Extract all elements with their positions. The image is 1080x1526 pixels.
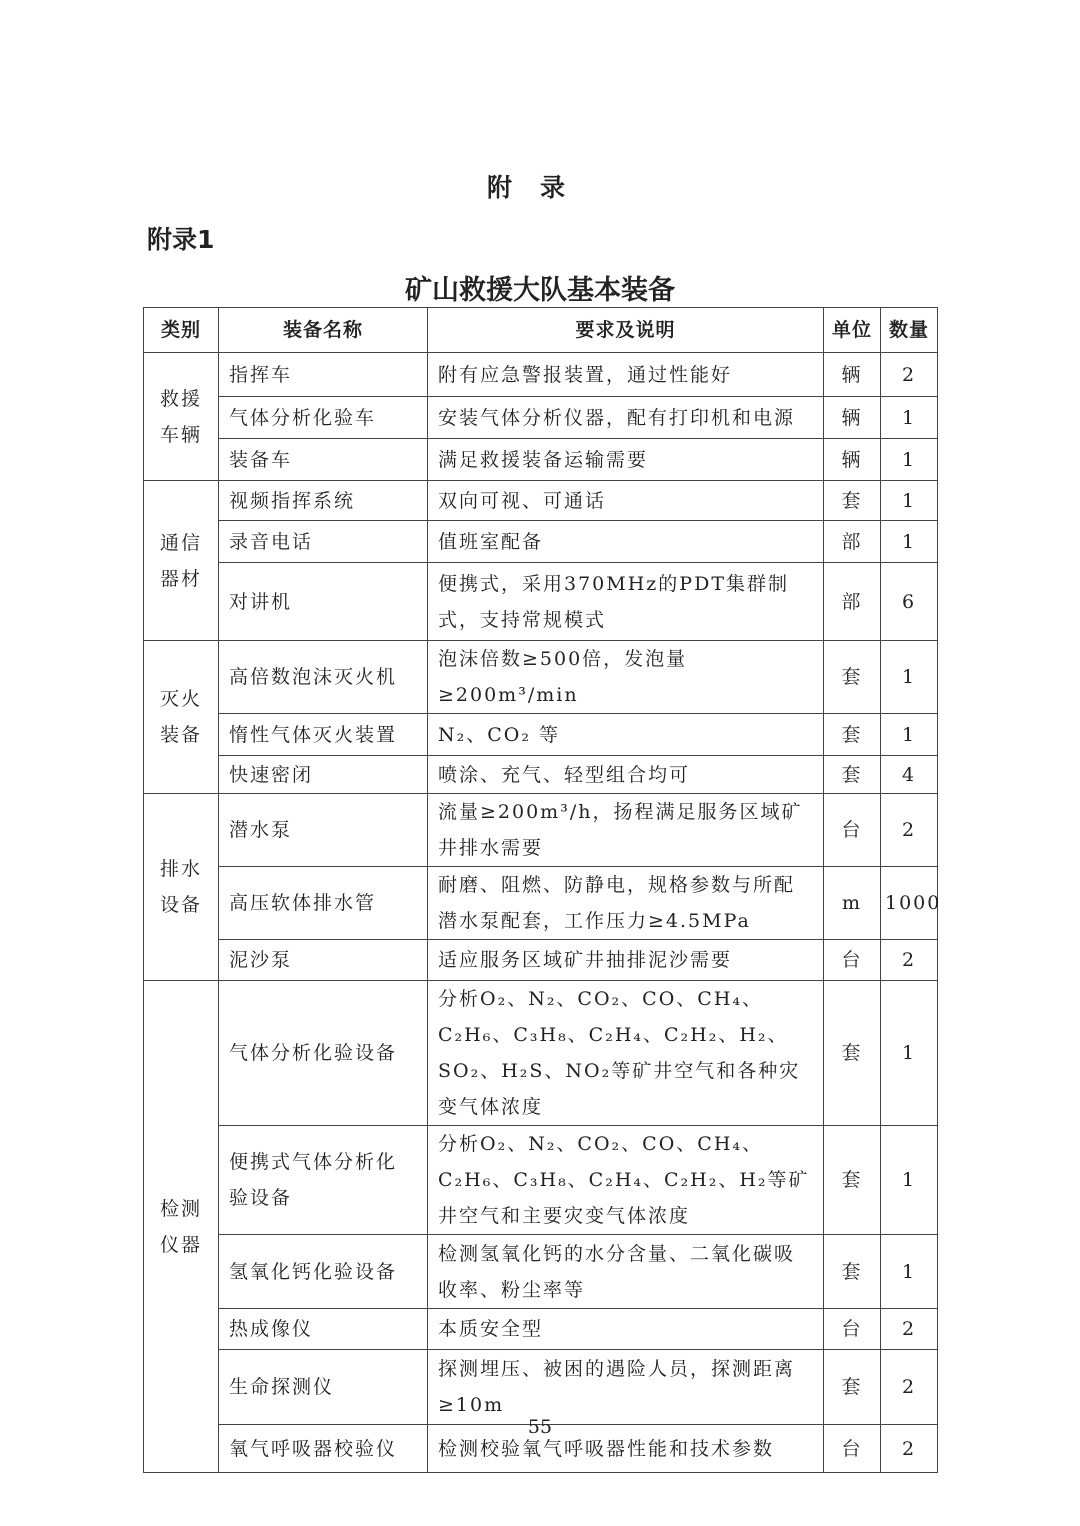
description-cell: 本质安全型 bbox=[428, 1309, 824, 1350]
page-number: 55 bbox=[527, 1416, 553, 1438]
unit-cell: m bbox=[824, 867, 881, 940]
table-row bbox=[144, 439, 938, 481]
header-name: 装备名称 bbox=[219, 308, 428, 353]
quantity-cell: 2 bbox=[881, 1309, 938, 1350]
description-cell: 安装气体分析仪器，配有打印机和电源 bbox=[428, 397, 824, 439]
equipment-name-cell: 氢氧化钙化验设备 bbox=[219, 1235, 428, 1309]
equipment-name-cell: 录音电话 bbox=[219, 521, 428, 563]
unit-cell: 套 bbox=[824, 1235, 881, 1309]
equipment-name-cell: 指挥车 bbox=[219, 353, 428, 397]
category-cell: 通信器材 bbox=[144, 481, 219, 641]
unit-cell: 台 bbox=[824, 794, 881, 867]
unit-cell: 套 bbox=[824, 641, 881, 714]
table-row bbox=[144, 521, 938, 563]
description-cell: 满足救援装备运输需要 bbox=[428, 439, 824, 481]
description-cell: 分析O₂、N₂、CO₂、CO、CH₄、C₂H₆、C₃H₈、C₂H₄、C₂H₂、H₂等矿井空气和主要灾变气体浓度 bbox=[428, 1126, 824, 1235]
table-row bbox=[144, 981, 938, 1126]
equipment-name-cell: 惰性气体灭火装置 bbox=[219, 714, 428, 756]
equipment-name-cell: 气体分析化验设备 bbox=[219, 981, 428, 1126]
quantity-cell: 1 bbox=[881, 1235, 938, 1309]
table-row bbox=[144, 867, 938, 940]
quantity-cell: 1 bbox=[881, 521, 938, 563]
appendix-subheading: 附录1 bbox=[147, 225, 215, 254]
equipment-name-cell: 氧气呼吸器校验仪 bbox=[219, 1425, 428, 1473]
description-cell: 附有应急警报装置，通过性能好 bbox=[428, 353, 824, 397]
table-row bbox=[144, 641, 938, 714]
unit-cell: 台 bbox=[824, 1425, 881, 1473]
quantity-cell: 6 bbox=[881, 563, 938, 641]
category-cell: 救援车辆 bbox=[144, 353, 219, 481]
unit-cell: 套 bbox=[824, 1350, 881, 1425]
unit-cell: 套 bbox=[824, 714, 881, 756]
table-row bbox=[144, 940, 938, 981]
description-cell: 检测氢氧化钙的水分含量、二氧化碳吸收率、粉尘率等 bbox=[428, 1235, 824, 1309]
unit-cell: 部 bbox=[824, 563, 881, 641]
category-cell: 排水设备 bbox=[144, 794, 219, 981]
equipment-name-cell: 生命探测仪 bbox=[219, 1350, 428, 1425]
unit-cell: 台 bbox=[824, 1309, 881, 1350]
table-title: 矿山救援大队基本装备 bbox=[405, 275, 675, 306]
quantity-cell: 2 bbox=[881, 940, 938, 981]
description-cell: N₂、CO₂ 等 bbox=[428, 714, 824, 756]
quantity-cell: 2 bbox=[881, 794, 938, 867]
unit-cell: 套 bbox=[824, 756, 881, 794]
table-row bbox=[144, 481, 938, 521]
equipment-name-cell: 高压软体排水管 bbox=[219, 867, 428, 940]
unit-cell: 部 bbox=[824, 521, 881, 563]
quantity-cell: 1000 bbox=[881, 867, 938, 940]
equipment-name-cell: 装备车 bbox=[219, 439, 428, 481]
unit-cell: 辆 bbox=[824, 397, 881, 439]
table-row bbox=[144, 1235, 938, 1309]
equipment-name-cell: 潜水泵 bbox=[219, 794, 428, 867]
description-cell: 适应服务区域矿井抽排泥沙需要 bbox=[428, 940, 824, 981]
quantity-cell: 1 bbox=[881, 481, 938, 521]
quantity-cell: 2 bbox=[881, 1425, 938, 1473]
header-description: 要求及说明 bbox=[428, 308, 824, 353]
unit-cell: 台 bbox=[824, 940, 881, 981]
quantity-cell: 1 bbox=[881, 641, 938, 714]
header-category: 类别 bbox=[144, 308, 219, 353]
equipment-name-cell: 高倍数泡沫灭火机 bbox=[219, 641, 428, 714]
header-unit: 单位 bbox=[824, 308, 881, 353]
description-cell: 分析O₂、N₂、CO₂、CO、CH₄、C₂H₆、C₃H₈、C₂H₄、C₂H₂、H₂、SO₂、H₂S、NO₂等矿井空气和各种灾变气体浓度 bbox=[428, 981, 824, 1126]
table-row bbox=[144, 1126, 938, 1235]
description-cell: 探测埋压、被困的遇险人员，探测距离≥10m bbox=[428, 1350, 824, 1425]
equipment-name-cell: 便携式气体分析化验设备 bbox=[219, 1126, 428, 1235]
quantity-cell: 1 bbox=[881, 714, 938, 756]
unit-cell: 套 bbox=[824, 481, 881, 521]
table-row bbox=[144, 397, 938, 439]
equipment-name-cell: 对讲机 bbox=[219, 563, 428, 641]
description-cell: 喷涂、充气、轻型组合均可 bbox=[428, 756, 824, 794]
unit-cell: 套 bbox=[824, 981, 881, 1126]
category-cell: 灭火装备 bbox=[144, 641, 219, 794]
equipment-name-cell: 快速密闭 bbox=[219, 756, 428, 794]
table-row bbox=[144, 756, 938, 794]
unit-cell: 辆 bbox=[824, 353, 881, 397]
description-cell: 流量≥200m³/h，扬程满足服务区域矿井排水需要 bbox=[428, 794, 824, 867]
quantity-cell: 2 bbox=[881, 353, 938, 397]
table-header-row bbox=[144, 308, 938, 353]
table-row bbox=[144, 1309, 938, 1350]
description-cell: 便携式，采用370MHz的PDT集群制式，支持常规模式 bbox=[428, 563, 824, 641]
unit-cell: 辆 bbox=[824, 439, 881, 481]
table-row bbox=[144, 353, 938, 397]
quantity-cell: 1 bbox=[881, 981, 938, 1126]
description-cell: 双向可视、可通话 bbox=[428, 481, 824, 521]
table-row bbox=[144, 794, 938, 867]
unit-cell: 套 bbox=[824, 1126, 881, 1235]
quantity-cell: 1 bbox=[881, 1126, 938, 1235]
quantity-cell: 2 bbox=[881, 1350, 938, 1425]
header-quantity: 数量 bbox=[881, 308, 938, 353]
equipment-name-cell: 泥沙泵 bbox=[219, 940, 428, 981]
equipment-table bbox=[143, 307, 942, 1473]
description-cell: 检测校验氧气呼吸器性能和技术参数 bbox=[428, 1425, 824, 1473]
table-row bbox=[144, 563, 938, 641]
description-cell: 耐磨、阻燃、防静电，规格参数与所配潜水泵配套，工作压力≥4.5MPa bbox=[428, 867, 824, 940]
quantity-cell: 1 bbox=[881, 397, 938, 439]
equipment-name-cell: 视频指挥系统 bbox=[219, 481, 428, 521]
description-cell: 值班室配备 bbox=[428, 521, 824, 563]
quantity-cell: 4 bbox=[881, 756, 938, 794]
table-row bbox=[144, 1350, 938, 1425]
equipment-name-cell: 气体分析化验车 bbox=[219, 397, 428, 439]
description-cell: 泡沫倍数≥500倍，发泡量≥200m³/min bbox=[428, 641, 824, 714]
appendix-heading: 附录 bbox=[486, 173, 593, 202]
quantity-cell: 1 bbox=[881, 439, 938, 481]
equipment-name-cell: 热成像仪 bbox=[219, 1309, 428, 1350]
category-cell: 检测仪器 bbox=[144, 981, 219, 1473]
table-row bbox=[144, 714, 938, 756]
